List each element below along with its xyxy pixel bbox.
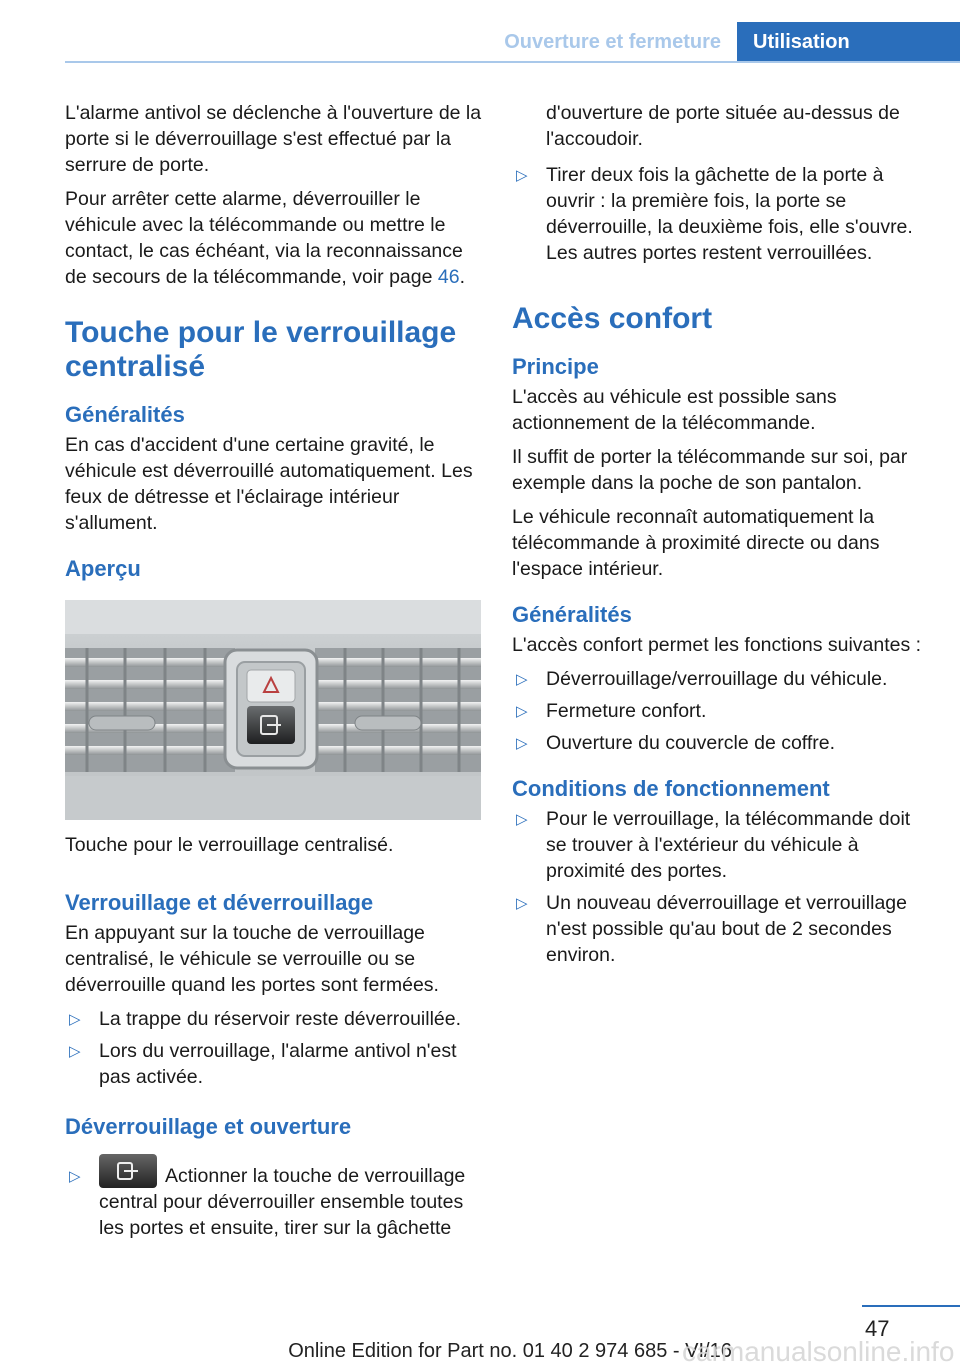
triangle-bullet-icon: ▷ [516, 895, 528, 912]
list-item: ▷ Pour le verrouillage, la télécommande doit se trouver à l'extérieur du véhicule à proximité des portes. [516, 808, 911, 882]
triangle-bullet-icon: ▷ [516, 703, 528, 720]
list-item-continued: d'ouverture de porte située au-dessus de l'accoudoir. [546, 102, 900, 150]
list-item: ▷ Fermeture confort. [512, 698, 926, 724]
triangle-bullet-icon: ▷ [516, 811, 528, 828]
paragraph-principe-2: Il suffit de porter la télécommande sur soi, par exemple dans la poche de son pantalon. [512, 446, 908, 494]
list-item: ▷ Lors du verrouillage, l'alarme antivol n'est pas activée. [69, 1040, 457, 1088]
subtitle-apercu: Aperçu [65, 556, 141, 581]
list-item: ▷ Ouverture du couvercle de coffre. [512, 730, 926, 756]
triangle-bullet-icon: ▷ [516, 167, 528, 184]
paragraph-alarm: L'alarme antivol se déclenche à l'ouverture de la porte si le déverrouillage s'est effectué par la serrure de porte. [65, 102, 482, 176]
dashboard-vent-illustration [65, 600, 481, 820]
paragraph-stop-alarm: Pour arrêter cette alarme, déverrouiller le véhicule avec la télécommande ou mettre le contact, le cas échéant, via la reconnaissance de secours de la télécommande, voir page 46. [65, 188, 466, 288]
triangle-bullet-icon: ▷ [69, 1011, 81, 1028]
section-title-central-locking: Touche pour le verrouillage centralisé [65, 316, 457, 383]
unlock-open-list-continued [512, 100, 926, 266]
central-locking-button-photo [65, 600, 481, 820]
triangle-bullet-icon: ▷ [69, 1168, 81, 1185]
footer-rule [862, 1305, 960, 1307]
paragraph-lock-unlock: En appuyant sur la touche de verrouillage centralisé, le véhicule se verrouille ou se déverrouille quand les portes sont fermées. [65, 922, 439, 996]
unlock-open-list [65, 1154, 483, 1241]
figure-caption: Touche pour le verrouillage centralisé. [65, 834, 394, 856]
subtitle-generalites-comfort: Généralités [512, 602, 632, 627]
list-item: ▷ Un nouveau déverrouillage et verrouillage n'est possible qu'au bout de 2 secondes environ. [516, 892, 907, 966]
triangle-bullet-icon: ▷ [516, 671, 528, 688]
triangle-bullet-icon: ▷ [516, 735, 528, 752]
paragraph-principe-1: L'accès au véhicule est possible sans actionnement de la télécommande. [512, 386, 837, 434]
header-section-tab: Ouverture et fermeture [504, 31, 721, 53]
page-number: 47 [865, 1316, 890, 1341]
edition-footer: Online Edition for Part no. 01 40 2 974 685 - VI/16 [288, 1340, 732, 1362]
list-item: ▷ Tirer deux fois la gâchette de la porte à ouvrir : la première fois, la porte se déverrouille, la deuxième fois, elle s'ouvre. Les autres portes restent verrouillées. [516, 164, 913, 264]
paragraph-generalites-comfort: L'accès confort permet les fonctions suivantes : [512, 634, 922, 656]
subtitle-generalites: Généralités [65, 402, 185, 427]
page-reference-link[interactable]: 46 [437, 266, 460, 288]
left-column [65, 100, 483, 1249]
paragraph-principe-3: Le véhicule reconnaît automatiquement la télécommande à proximité directe ou dans l'espace intérieur. [512, 506, 880, 580]
conditions-list [512, 806, 926, 968]
comfort-functions-list [512, 666, 926, 756]
list-item: ▷ Actionner la touche de verrouillage central pour déverrouiller ensemble toutes les portes et ensuite, tirer sur la gâchette [65, 1154, 483, 1241]
subtitle-lock-unlock: Verrouillage et déverrouillage [65, 890, 374, 915]
subtitle-unlock-open: Déverrouillage et ouverture [65, 1114, 352, 1139]
section-title-comfort-access: Accès confort [512, 302, 713, 335]
header-chapter-tab: Utilisation [737, 22, 960, 62]
list-item: ▷ La trappe du réservoir reste déverrouillée. [65, 1006, 483, 1032]
paragraph-generalites: En cas d'accident d'une certaine gravité, le véhicule est déverrouillé automatiquement. Les feux de détresse et l'éclairage intérieur s'allument. [65, 434, 473, 534]
list-item: ▷ Déverrouillage/verrouillage du véhicule. [512, 666, 926, 692]
subtitle-conditions: Conditions de fonctionnement [512, 776, 830, 801]
right-column [512, 100, 926, 976]
watermark: carmanualsonline.info [682, 1336, 955, 1367]
triangle-bullet-icon: ▷ [69, 1043, 81, 1060]
lock-unlock-list [65, 1006, 483, 1090]
subtitle-principe: Principe [512, 354, 599, 379]
header-rule [65, 61, 960, 63]
central-lock-key-icon [99, 1154, 157, 1188]
